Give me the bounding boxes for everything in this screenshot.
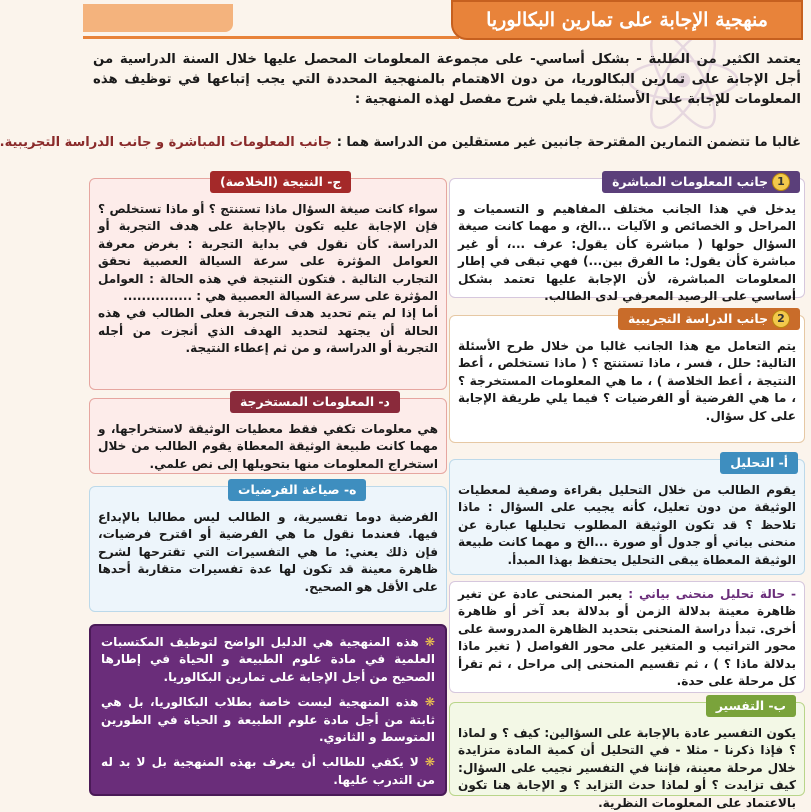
direct-info-text: يدخل في هذا الجانب مختلف المفاهيم و التسميات و المراحل و الخصائص و الآليات ...الخ، و مهما كانت صيغة السؤال حولها ( مباشرة كأن يقول: عرف ...، أو غير مباشرة كأن يقول: ما الفرق بين...) فهي تبقى في إطار المعلومات المباشرة، لأن الإجابة عليها تعتمد بشكل أساسي على الرصيد المعرفي لدى الطالب.	[458, 202, 796, 304]
note-item	[101, 694, 435, 746]
curve-analysis-paragraph	[458, 586, 796, 690]
hypotheses-section	[89, 482, 447, 612]
hypotheses-title: ه- صياغة الفرضيات	[238, 482, 357, 498]
note-item	[101, 754, 435, 789]
analysis-title: أ- التحليل	[730, 455, 788, 471]
intro-summary-highlight: جانب المعلومات المباشرة و جانب الدراسة التجريبية.	[0, 135, 333, 150]
interpretation-section	[449, 698, 805, 810]
intro-summary	[0, 134, 801, 152]
note-text: هذه المنهجية هي الدليل الواضح لتوظيف المكتسبات العلمية في مادة علوم الطبيعة و الحياة في إطارها الصحيح من أجل الإجابة على تمارين البكالوريا.	[101, 635, 435, 684]
interpretation-title: ب- التفسير	[715, 698, 786, 714]
hypotheses-text: الفرضية دوما تفسيرية، و الطالب ليس مطالبا بالإبداع فيها. فعندما نقول ما هي الفرضية أو اقترح فرضيات، فإن ذلك يعني: ما هي التفسيرات التي تقترحها لشرح ظاهرة معينة قد تكون لها عدة تفسيرات متقاربة أحدها على الأقل هو الصحيح.	[98, 510, 438, 594]
note-item	[101, 634, 435, 686]
interpretation-heading	[706, 695, 796, 717]
curve-analysis-text: يعبر المنحنى عادة عن تغير ظاهرة معينة بدلالة الزمن أو بدلالة بعد آخر أو ظاهرة أخرى. تبدأ دراسة المنحنى بتحديد الظاهرة المدروسة على محور التراتيب و المتغير على محور الفواصل ( تغير ماذا بدلالة ماذا ؟ ) ، ثم تقسيم المنحنى إلى مراحل ، ثم تقرأ كل مرحلة على حدة.	[458, 587, 796, 689]
direct-info-section	[449, 174, 805, 304]
note-text: هذه المنهجية ليست خاصة بطلاب البكالوريا، بل هي ثابتة من أجل مادة علوم الطبيعة و الحياة في الطورين المتوسط و الثانوي.	[101, 695, 435, 745]
section-number-badge: 2	[772, 310, 790, 328]
curve-analysis-title: - حالة تحليل منحنى بياني :	[628, 587, 796, 601]
header-decoration	[83, 4, 233, 32]
experimental-heading	[618, 308, 800, 330]
analysis-heading	[720, 452, 798, 474]
result-section	[89, 174, 447, 390]
section-number-badge: 1	[772, 173, 790, 191]
bullet-star-icon: ❋	[418, 755, 435, 770]
bullet-star-icon: ❋	[418, 635, 435, 649]
result-title: ج- النتيجة (الخلاصة)	[220, 174, 342, 190]
curve-analysis-section	[449, 581, 805, 693]
extracted-info-heading	[230, 391, 400, 413]
result-text: سواء كانت صيغة السؤال ماذا تستنتج ؟ أو ماذا تستخلص ؟ فإن الإجابة عليه تكون بالإجابة على هدف التجربة أو الدراسة. كأن نقول في بداية التجربة : بغرض معرفة العوامل المؤثرة على سرعة السيالة العصبية نحقق التجارب التالية . فتكون النتيجة في هذه الحالة : العوامل المؤثرة على سرعة السيالة العصبية هي : ...............	[98, 202, 438, 304]
extracted-info-text: هي معلومات تكفي فقط معطيات الوثيقة لاستخراجها، و مهما كانت طبيعة الوثيقة المعطاة يقوم الطالب من خلال استخراج المعلومات منها بتحويلها إلى نص علمي.	[98, 422, 438, 471]
page-title: منهجية الإجابة على تمارين البكالوريا	[486, 9, 768, 31]
experimental-title: جانب الدراسة التجريبية	[628, 311, 768, 327]
analysis-section	[449, 455, 805, 575]
extracted-info-section	[89, 394, 447, 474]
intro-paragraph: يعتمد الكثير من الطلبة - بشكل أساسي- على مجموعة المعلومات المحصل عليها خلال السنة الدراسية من أجل الإجابة على تمارين البكالوريا، من دون الاهتمام بالمنهجية المحددة التي يجب إتباعها في توظيف هذه المعلومات للإجابة على الأسئلة.فيما يلي شرح مفصل لهذه المنهجية :	[93, 52, 801, 107]
analysis-text: يقوم الطالب من خلال التحليل بقراءة وصفية لمعطيات الوثيقة من دون تعليل، كأنه يجيب على السؤال : ماذا تلاحظ ؟ قد تكون الوثيقة المطلوب تحليلها عبارة عن منحنى بياني أو جدول أو صورة ...الخ و مهما كانت طبيعة الوثيقة المعطاة يبقى التحليل يحتفظ بهذا المبدأ.	[458, 483, 796, 567]
page-title-banner	[451, 0, 803, 40]
intro-summary-text: غالبا ما تتضمن التمارين المقترحة جانبين غير مستقلين من الدراسة هما :	[332, 135, 801, 150]
result-heading	[210, 171, 351, 193]
result-text-continued: أما إذا لم يتم تحديد هدف التجربة فعلى الطالب في هذه الحالة أن يجتهد لتحديد الهدف الذي أنجزت من أجله التجربة أو الدراسة، و من ثم إعطاء النتيجة.	[98, 306, 438, 356]
note-text: لا يكفي للطالب أن يعرف بهذه المنهجية بل لا بد له من التدرب عليها.	[101, 755, 435, 787]
interpretation-text: يكون التفسير عادة بالإجابة على السؤالين: كيف ؟ و لماذا ؟ فإذا ذكرنا - مثلا - في التحليل أن كمية المادة متزايدة خلال مرحلة معينة، فإننا في التفسير نجيب على السؤال: كيف تزايدت ؟ أو لماذا حدث التزايد ؟ و الإجابة هنا تكون بالاعتماد على المعلومات النظرية.	[458, 726, 796, 810]
experimental-text: يتم التعامل مع هذا الجانب غالبا من خلال طرح الأسئلة التالية: حلل ، فسر ، ماذا تستنتج ؟ ( ماذا تستخلص ، أعط النتيجة ، أعط الخلاصة ) ، ما هي المعلومات المستخرجة ؟ ، ما هي الفرضية أو الفرضيات ؟ فيما يلي طريقة الإجابة على كل سؤال.	[458, 339, 796, 423]
experimental-section	[449, 311, 805, 443]
hypotheses-heading	[228, 479, 366, 501]
direct-info-title: جانب المعلومات المباشرة	[612, 174, 768, 190]
notes-box	[89, 624, 447, 796]
header-divider	[83, 36, 459, 39]
extracted-info-title: د- المعلومات المستخرجة	[240, 394, 390, 410]
bullet-star-icon: ❋	[418, 695, 436, 710]
direct-info-heading	[602, 171, 800, 193]
